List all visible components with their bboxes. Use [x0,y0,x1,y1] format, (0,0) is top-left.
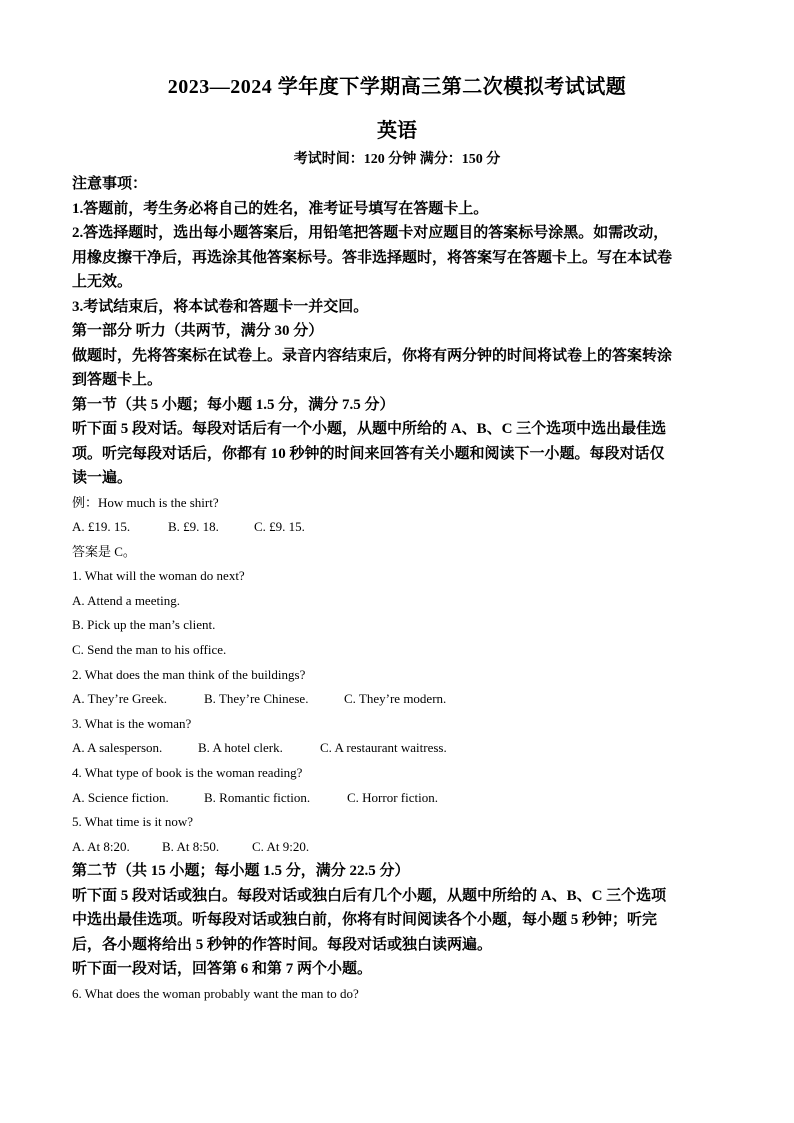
option-b: B. A hotel clerk. [198,740,283,756]
option-a: A. £19. 15. [72,519,131,535]
note-2-line-2: 用橡皮擦干净后，再选涂其他答案标号。答非选择题时，将答案写在答题卡上。写在本试卷 [72,249,673,266]
question-1: 1. What will the woman do next? [72,568,245,584]
note-1: 1.答题前，考生务必将自己的姓名，准考证号填写在答题卡上。 [72,200,489,217]
example-question: 例：How much is the shirt? [72,494,219,510]
note-2-line-1: 2.答选择题时，选出每小题答案后，用铅笔把答题卡对应题目的答案标号涂黑。如需改动， [72,225,669,241]
section2-instruction-2: 中选出最佳选项。听每段对话或独白前，你将有时间阅读各个小题，每小题 5 秒钟；听完 [72,912,658,929]
question-3-options [72,736,722,761]
question-6: 6. What does the woman probably want the man to do? [72,985,359,1001]
part1-instruction-2: 到答题卡上。 [72,372,163,388]
question-5: 5. What time is it now? [72,814,194,830]
question-4-options [72,786,722,811]
page-title: 2023—2024 学年度下学期高三第二次模拟考试试题 [167,76,627,98]
option-c: C. £9. 15. [254,519,305,535]
section2-heading: 第二节（共 15 小题；每小题 1.5 分，满分 22.5 分） [72,863,410,880]
section1-heading: 第一节（共 5 小题；每小题 1.5 分，满分 7.5 分） [72,396,395,413]
option-b: B. Romantic fiction. [204,789,311,805]
option-b: B. £9. 18. [168,519,219,535]
option-b: B. They’re Chinese. [204,691,309,707]
note-2-line-3: 上无效。 [72,274,133,290]
option-a: A. They’re Greek. [72,691,168,707]
part1-heading: 第一部分 听力（共两节，满分 30 分） [72,323,324,339]
exam-info: 考试时间：120 分钟 满分：150 分 [293,152,501,167]
question-1-option-c: C. Send the man to his office. [72,642,227,658]
option-a: A. At 8:20. [72,838,130,854]
section2-instruction-1: 听下面 5 段对话或独白。每段对话或独白后有几个小题，从题中所给的 A、B、C 三个选项 [72,887,667,904]
example-answer: 答案是 C。 [72,543,136,559]
section1-instruction-1: 听下面 5 段对话。每段对话后有一个小题，从题中所给的 A、B、C 三个选项中选出最佳选 [72,421,667,437]
question-1-option-b: B. Pick up the man’s client. [72,617,216,633]
section2-instruction-3: 后，各小题将给出 5 秒钟的作答时间。每段对话或独白读两遍。 [72,936,493,953]
question-3: 3. What is the woman? [72,715,192,731]
section1-instruction-2: 项。听完每段对话后，你都有 10 秒钟的时间来回答有关小题和阅读下一小题。每段对话仅 [72,445,665,462]
notes-heading: 注意事项： [72,176,148,192]
option-b: B. At 8:50. [162,838,220,854]
question-2-options [72,687,722,712]
exam-body [72,172,722,1007]
option-c: C. Horror fiction. [347,789,438,805]
listen-prompt-6-7: 听下面一段对话，回答第 6 和第 7 两个小题。 [72,961,373,978]
part1-instruction-1: 做题时，先将答案标在试卷上。录音内容结束后，你将有两分钟的时间将试卷上的答案转涂 [72,347,673,364]
question-5-options [72,835,722,860]
question-1-option-a: A. Attend a meeting. [72,592,180,608]
option-c: C. At 9:20. [252,838,310,854]
option-c: C. They’re modern. [344,691,447,707]
note-3: 3.考试结束后，将本试卷和答题卡一并交回。 [72,298,369,315]
subject-title: 英语 [377,120,417,142]
question-4: 4. What type of book is the woman reading? [72,765,303,781]
question-2: 2. What does the man think of the buildings? [72,666,306,682]
option-c: C. A restaurant waitress. [320,740,447,756]
example-options [72,515,722,540]
section1-instruction-3: 读一遍。 [72,470,133,486]
option-a: A. A salesperson. [72,740,163,756]
option-a: A. Science fiction. [72,789,169,805]
